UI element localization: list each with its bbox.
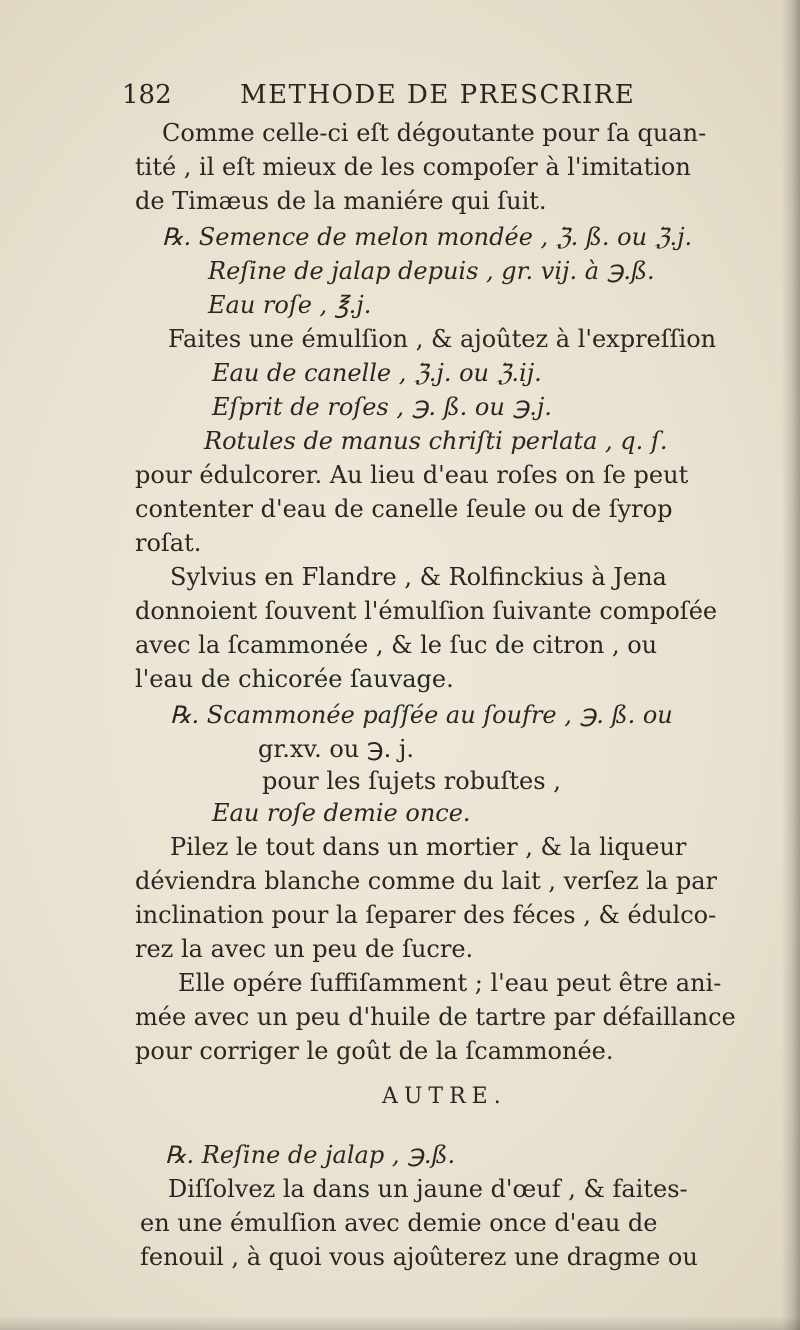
recipe-line: ℞. Semence de melon mondée , ℨ. ß. ou ℨ.j.	[162, 223, 693, 251]
recipe-line: ℞. Scammonée paſſée au ſoufre , ℈. ß. ou	[170, 701, 673, 729]
text-line: fenouil , à quoi vous ajoûterez une dragme ou	[140, 1243, 698, 1271]
recipe-line: Eau roſe demie once.	[212, 799, 471, 827]
section-heading: AUTRE.	[382, 1084, 507, 1109]
text-line: mée avec un peu d'huile de tartre par défaillance	[135, 1003, 736, 1031]
recipe-line: Reſine de jalap depuis , gr. vij. à ℈.ß.	[208, 257, 655, 285]
text-line: pour les ſujets robuſtes ,	[262, 767, 561, 795]
text-line: de Timæus de la maniére qui ſuit.	[135, 187, 547, 215]
recipe-line: ℞. Reſine de jalap , ℈.ß.	[165, 1141, 456, 1169]
text-line: Sylvius en Flandre , & Rolfinckius à Jena	[170, 563, 667, 591]
text-line: gr.xv. ou ℈. j.	[258, 735, 414, 763]
text-line: avec la ſcammonée , & le ſuc de citron , ou	[135, 631, 658, 659]
text-line: l'eau de chicorée ſauvage.	[135, 665, 454, 693]
text-line: tité , il eſt mieux de les compoſer à l'imitation	[135, 153, 691, 181]
recipe-line: Rotules de manus chriſti perlata , q. ſ.	[204, 427, 668, 455]
text-line: Comme celle-ci eſt dégoutante pour ſa quan-	[162, 119, 707, 147]
text-line: roſat.	[135, 529, 202, 557]
text-line: Elle opére ſuffiſamment ; l'eau peut être ani-	[178, 969, 722, 997]
recipe-line: Eau roſe , ℥.j.	[208, 291, 372, 319]
text-line: Faites une émulſion , & ajoûtez à l'expreſſion	[168, 325, 717, 353]
text-line: rez la avec un peu de ſucre.	[135, 935, 474, 963]
text-line: Diſſolvez la dans un jaune d'œuf , & faites-	[168, 1175, 688, 1203]
text-line: en une émulſion avec demie once d'eau de	[140, 1209, 658, 1237]
text-line: pour corriger le goût de la ſcammonée.	[135, 1037, 614, 1065]
text-line: contenter d'eau de canelle ſeule ou de ſyrop	[135, 495, 673, 523]
text-line: Pilez le tout dans un mortier , & la liqueur	[170, 833, 687, 861]
text-line: donnoient ſouvent l'émulſion ſuivante compoſée	[135, 597, 718, 625]
recipe-line: Eau de canelle , ℨ.j. ou ℨ.ij.	[212, 359, 542, 387]
text-line: pour édulcorer. Au lieu d'eau roſes on ſe peut	[135, 461, 689, 489]
text-line: déviendra blanche comme du lait , verſez la par	[135, 867, 717, 895]
text-line: inclination pour la ſeparer des féces , & édulco-	[135, 901, 717, 929]
recipe-line: Eſprit de roſes , ℈. ß. ou ℈.j.	[212, 393, 552, 421]
running-title: METHODE DE PRESCRIRE	[240, 80, 636, 110]
page-edge-shadow	[782, 0, 800, 1330]
page-bottom-shadow	[0, 1316, 800, 1330]
page-number: 182	[122, 80, 172, 110]
